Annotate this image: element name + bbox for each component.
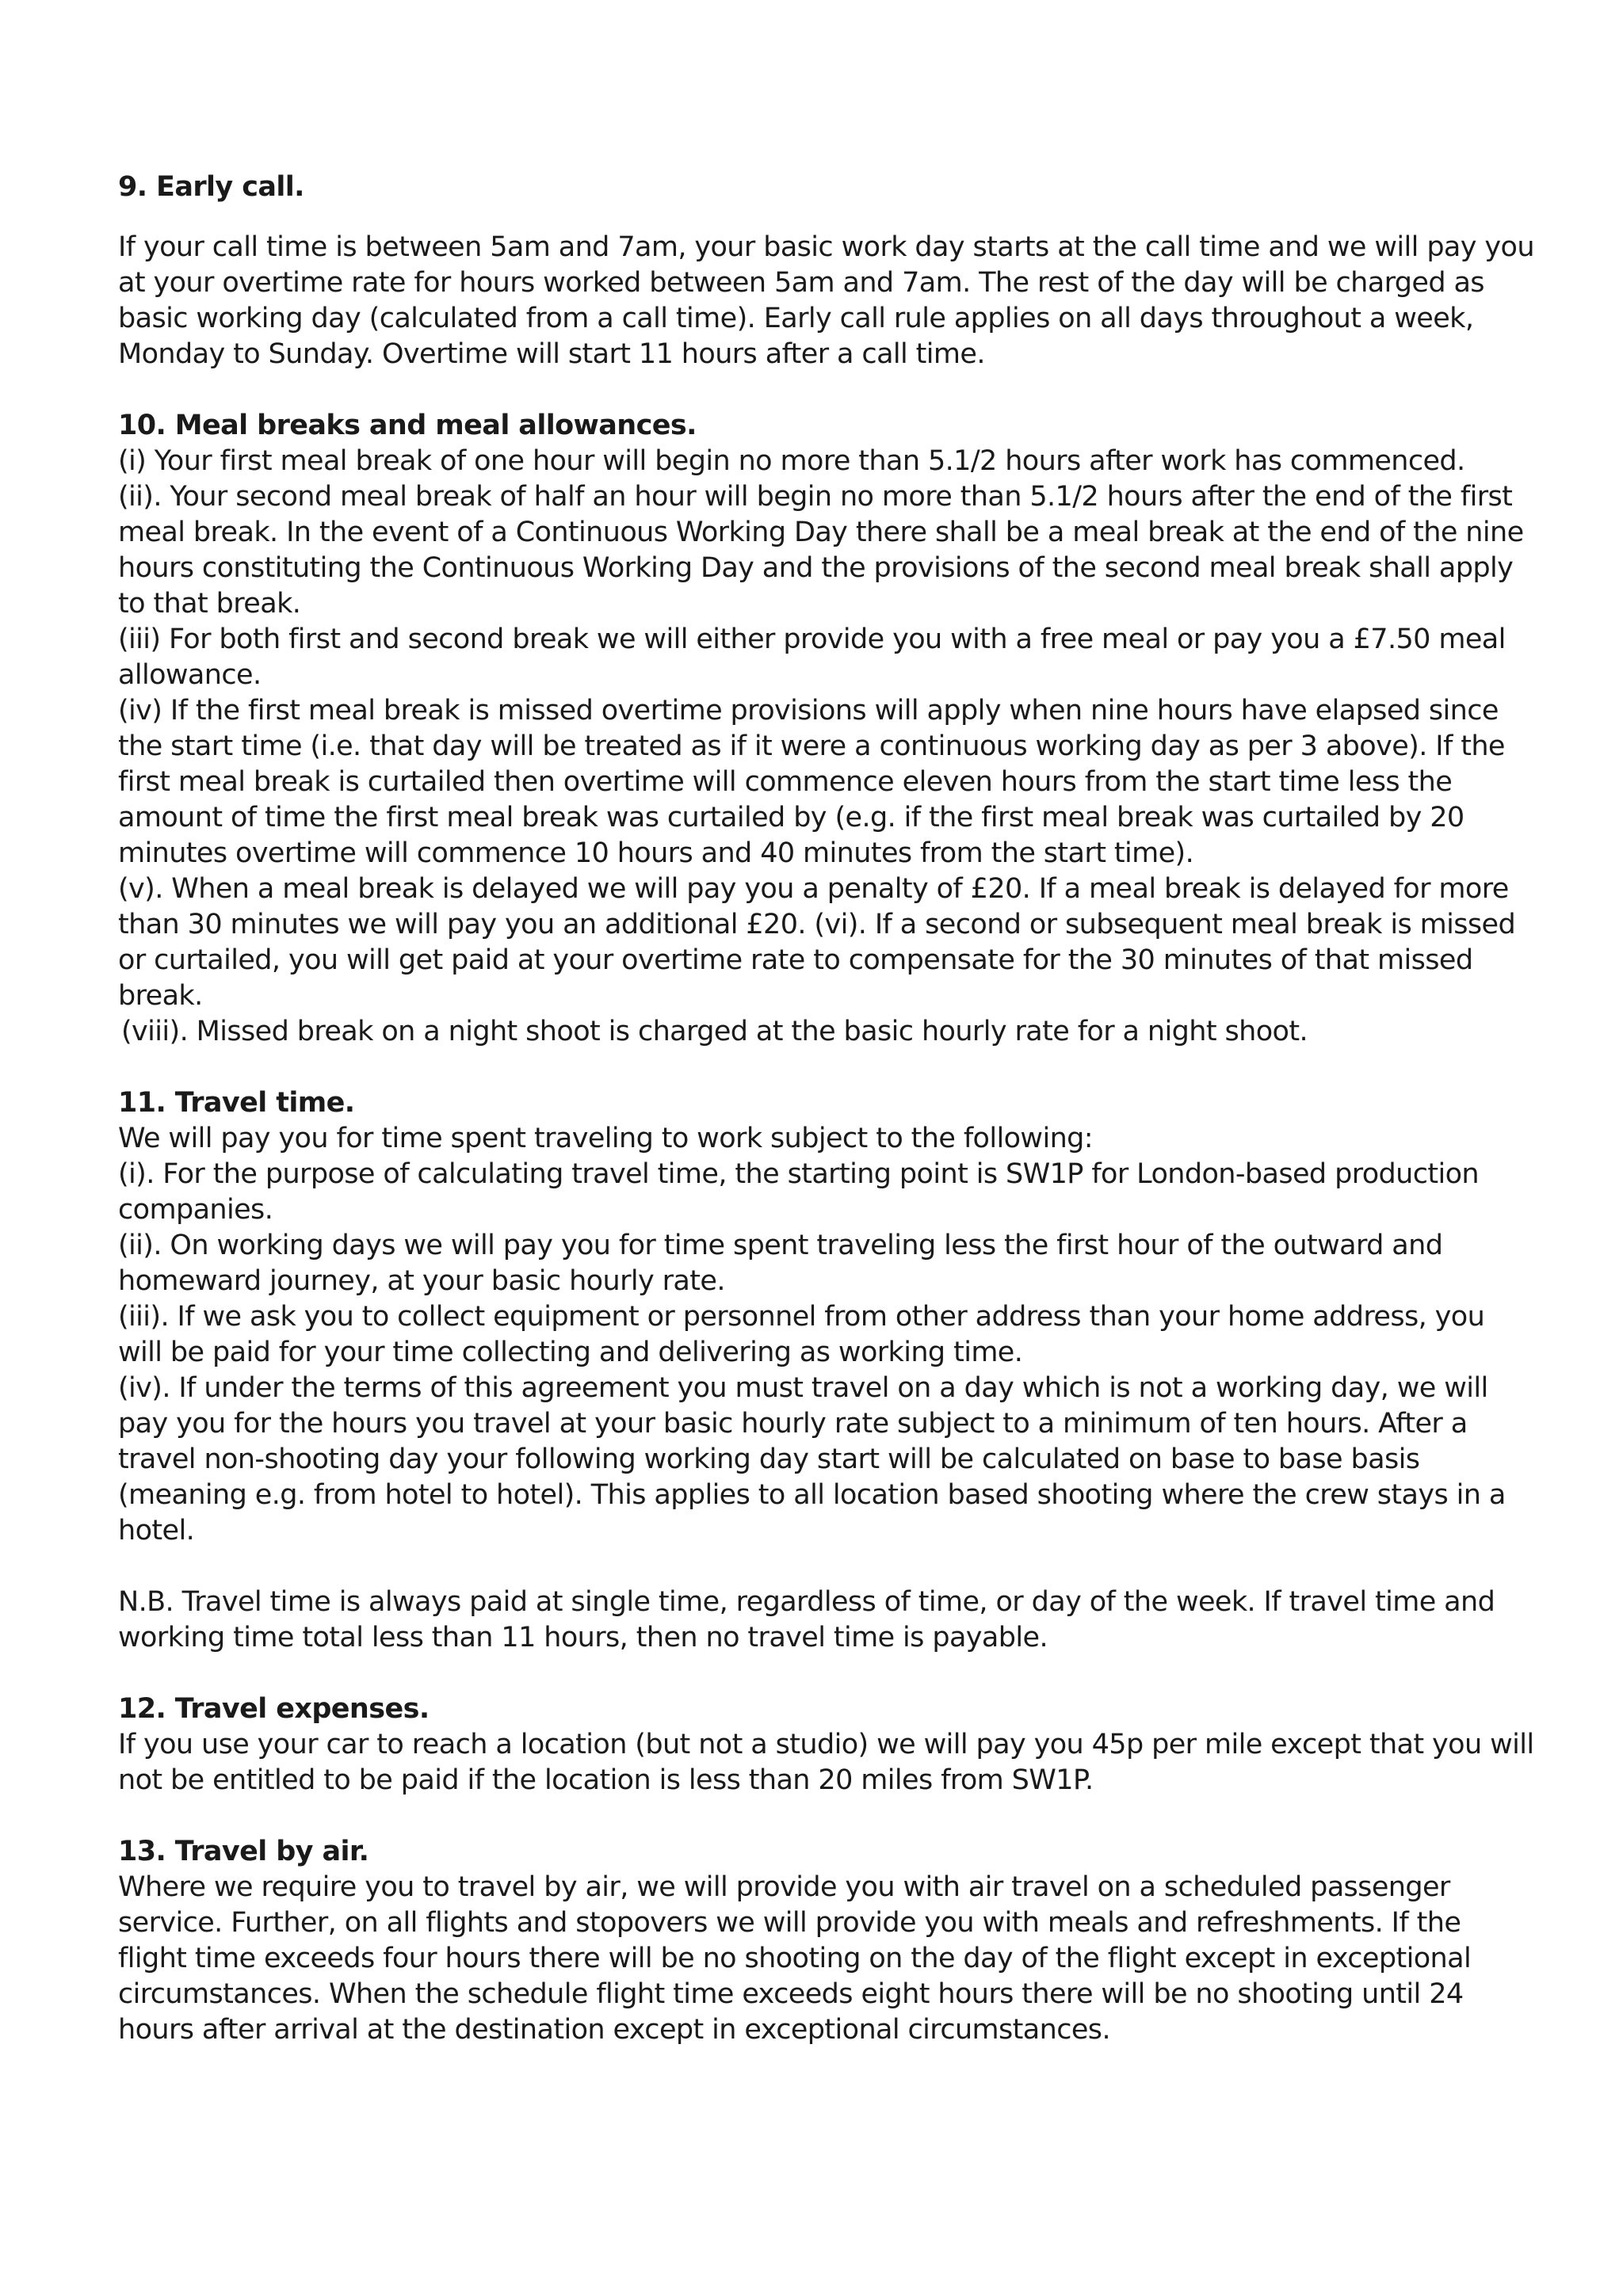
- section-heading: 10. Meal breaks and meal allowances.: [118, 410, 697, 441]
- section-travel-expenses: [118, 1691, 1537, 1798]
- section-paragraph: (i) Your first meal break of one hour will begin no more than 5.1/2 hours after work has commenced.: [118, 445, 1465, 477]
- section-paragraph: If your call time is between 5am and 7am, your basic work day starts at the call time and we will pay you at your overtime rate for hours worked between 5am and 7am. The rest of the day will be charged as basic working day (calculated from a call time). Early call rule applies on all days throughout a week, Monday to Sunday. Overtime will start 11 hours after a call time.: [118, 231, 1534, 370]
- section-travel-time: [118, 1085, 1537, 1549]
- section-paragraph: If you use your car to reach a location (but not a studio) we will pay you 45p per mile except that you will not be entitled to be paid if the location is less than 20 miles from SW1P.: [118, 1729, 1534, 1796]
- section-heading: 12. Travel expenses.: [118, 1693, 430, 1725]
- section-paragraph: (iii) For both first and second break we will either provide you with a free meal or pay you a £7.50 meal allowance.: [118, 624, 1506, 691]
- section-meal-breaks: [118, 408, 1537, 1050]
- section-paragraph: (i). For the purpose of calculating travel time, the starting point is SW1P for London-based production companies.: [118, 1158, 1480, 1226]
- section-paragraph: We will pay you for time spent traveling to work subject to the following:: [118, 1123, 1093, 1154]
- section-paragraph: (ii). On working days we will pay you for time spent traveling less the first hour of the outward and homeward journey, at your basic hourly rate.: [118, 1230, 1443, 1297]
- section-paragraph: (iv) If the first meal break is missed overtime provisions will apply when nine hours have elapsed since the start time (i.e. that day will be treated as if it were a continuous working day as per 3 above). If the first meal break is curtailed then overtime will commence eleven hours from the start time less the amount of time the first meal break was curtailed by (e.g. if the first meal break was curtailed by 20 minutes overtime will commence 10 hours and 40 minutes from the start time).: [118, 695, 1505, 869]
- section-early-call: [118, 170, 1537, 372]
- section-heading: 9. Early call.: [118, 171, 304, 203]
- section-travel-by-air: [118, 1834, 1537, 2048]
- section-paragraph: (ii). Your second meal break of half an hour will begin no more than 5.1/2 hours after the end of the first meal break. In the event of a Continuous Working Day there shall be a meal break at the end of the nine hours constituting the Continuous Working Day and the provisions of the second meal break shall apply to that break.: [118, 481, 1524, 620]
- section-paragraph: (iii). If we ask you to collect equipment or personnel from other address than your home address, you will be paid for your time collecting and delivering as working time.: [118, 1301, 1485, 1368]
- section-paragraph: (v). When a meal break is delayed we will pay you a penalty of £20. If a meal break is delayed for more than 30 minutes we will pay you an additional £20. (vi). If a second or subsequent meal break is missed or curtailed, you will get paid at your overtime rate to compensate for the 30 minutes of that missed break.: [118, 873, 1516, 1012]
- note-paragraph: N.B. Travel time is always paid at single time, regardless of time, or day of the week. If travel time and working time total less than 11 hours, then no travel time is payable.: [118, 1586, 1495, 1653]
- section-paragraph: (iv). If under the terms of this agreement you must travel on a day which is not a working day, we will pay you for the hours you travel at your basic hourly rate subject to a minimum of ten hours. After a travel non-shooting day your following working day start will be calculated on base to base basis (meaning e.g. from hotel to hotel). This applies to all location based shooting where the crew stays in a hotel.: [118, 1372, 1506, 1547]
- section-heading: 11. Travel time.: [118, 1087, 355, 1119]
- section-travel-note: [118, 1585, 1537, 1656]
- section-paragraph: (viii). Missed break on a night shoot is charged at the basic hourly rate for a night shoot.: [121, 1016, 1308, 1047]
- section-heading: 13. Travel by air.: [118, 1836, 369, 1867]
- section-paragraph: Where we require you to travel by air, we will provide you with air travel on a scheduled passenger service. Further, on all flights and stopovers we will provide you with meals and refreshments. If the flight time exceeds four hours there will be no shooting on the day of the flight except in exceptional circumstances. When the schedule flight time exceeds eight hours there will be no shooting until 24 hours after arrival at the destination except in exceptional circumstances.: [118, 1871, 1472, 2046]
- document-page: [118, 170, 1537, 2084]
